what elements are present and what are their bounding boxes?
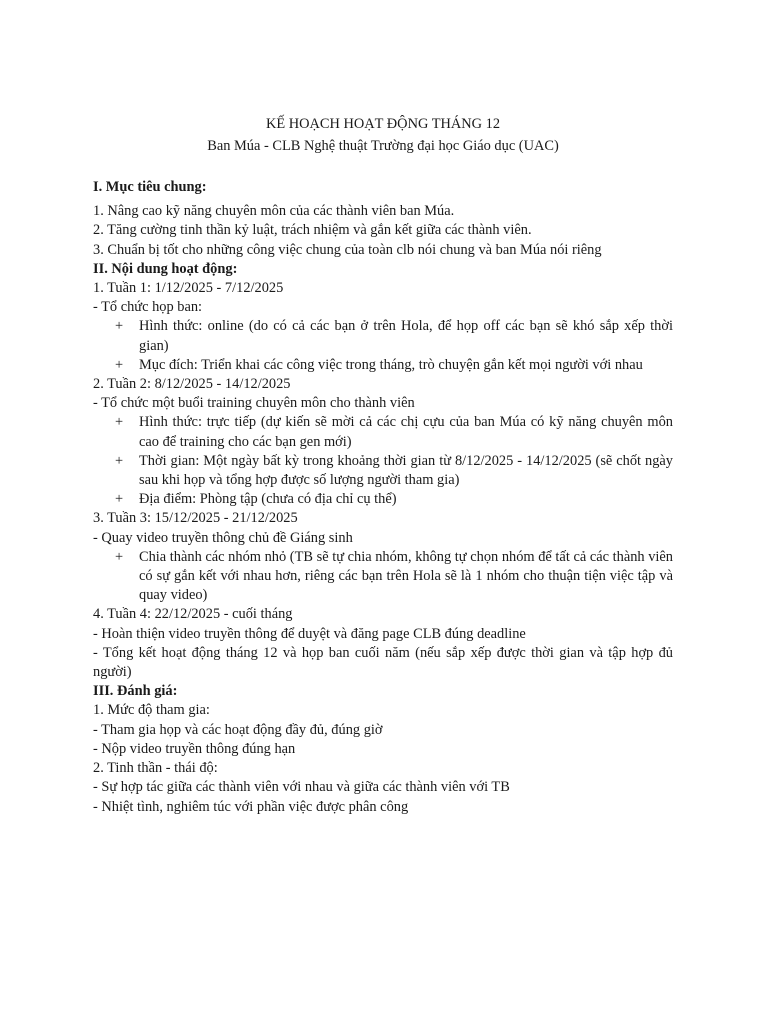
evaluation-line: - Nộp video truyền thông đúng hạn [93, 740, 296, 757]
bullet-item [115, 548, 673, 606]
week-task: - Tổ chức một buổi training chuyên môn cho thành viên [93, 395, 415, 412]
evaluation-line: 1. Mức độ tham gia: [93, 702, 210, 719]
bullet-marker: + [115, 414, 124, 431]
bullet-text: Hình thức: online (do có cả các bạn ở trên Hola, để họp off các bạn sẽ khó sắp xếp thời gian) [139, 318, 673, 354]
bullet-text: Chia thành các nhóm nhỏ (TB sẽ tự chia nhóm, không tự chọn nhóm để tất cả các thành viên có sự gắn kết với nhau hơn, riêng các bạn trên Hola sẽ là 1 nhóm cho thuận tiện việc tập và quay video) [139, 548, 673, 604]
week-task: - Tổ chức họp ban: [93, 299, 203, 316]
bullet-item [115, 452, 673, 490]
goal-item: 3. Chuẩn bị tốt cho những công việc chung của toàn clb nói chung và ban Múa nói riêng [93, 241, 602, 258]
goal-item: 2. Tăng cường tinh thần kỷ luật, trách nhiệm và gắn kết giữa các thành viên. [93, 222, 532, 239]
week-title: 4. Tuần 4: 22/12/2025 - cuối tháng [93, 606, 293, 623]
bullet-text: Thời gian: Một ngày bất kỳ trong khoảng thời gian từ 8/12/2025 - 14/12/2025 (sẽ chốt ngày sau khi họp và tổng hợp được số lượng người tham gia) [139, 452, 673, 489]
week-title: 1. Tuần 1: 1/12/2025 - 7/12/2025 [93, 280, 284, 297]
bullet-item [115, 317, 673, 355]
document-title: KẾ HOẠCH HOẠT ĐỘNG THÁNG 12 [265, 116, 501, 132]
bullet-marker: + [115, 356, 124, 373]
evaluation-line: - Tham gia họp và các hoạt động đầy đủ, đúng giờ [93, 721, 383, 738]
bullet-marker: + [115, 452, 124, 469]
week-task: - Quay video truyền thông chủ đề Giáng sinh [93, 529, 353, 546]
goal-item: 1. Nâng cao kỹ năng chuyên môn của các thành viên ban Múa. [93, 203, 455, 220]
document-subtitle: Ban Múa - CLB Nghệ thuật Trường đại học Giáo dục (UAC) [207, 138, 559, 154]
bullet-marker: + [115, 318, 124, 335]
week-task: - Hoàn thiện video truyền thông để duyệt và đăng page CLB đúng deadline [93, 625, 526, 642]
week-title: 2. Tuần 2: 8/12/2025 - 14/12/2025 [93, 376, 291, 393]
evaluation-line: - Nhiệt tình, nghiêm túc với phần việc được phân công [93, 798, 409, 815]
bullet-marker: + [115, 491, 124, 508]
section-heading-activities: II. Nội dung hoạt động: [93, 260, 238, 277]
section-heading-goals: I. Mục tiêu chung: [93, 179, 207, 195]
bullet-item [115, 490, 673, 509]
week-task: - Tổng kết hoạt động tháng 12 và họp ban cuối năm (nếu sắp xếp được thời gian và tập hợp đủ người) [93, 644, 673, 681]
evaluation-line: - Sự hợp tác giữa các thành viên với nhau và giữa các thành viên với TB [93, 779, 510, 796]
bullet-text: Mục đích: Triển khai các công việc trong tháng, trò chuyện gắn kết mọi người với nhau [139, 356, 643, 373]
bullet-item [115, 356, 673, 375]
bullet-text: Địa điểm: Phòng tập (chưa có địa chỉ cụ thể) [139, 491, 397, 508]
bullet-marker: + [115, 548, 124, 565]
evaluation-line: 2. Tinh thần - thái độ: [93, 760, 218, 777]
bullet-text: Hình thức: trực tiếp (dự kiến sẽ mời cả các chị cựu của ban Múa có kỹ năng chuyên môn cao để training cho các bạn gen mới) [139, 414, 673, 450]
week-title: 3. Tuần 3: 15/12/2025 - 21/12/2025 [93, 510, 298, 527]
bullet-item [115, 413, 673, 451]
document-body [93, 114, 673, 817]
section-heading-evaluation: III. Đánh giá: [93, 683, 178, 700]
